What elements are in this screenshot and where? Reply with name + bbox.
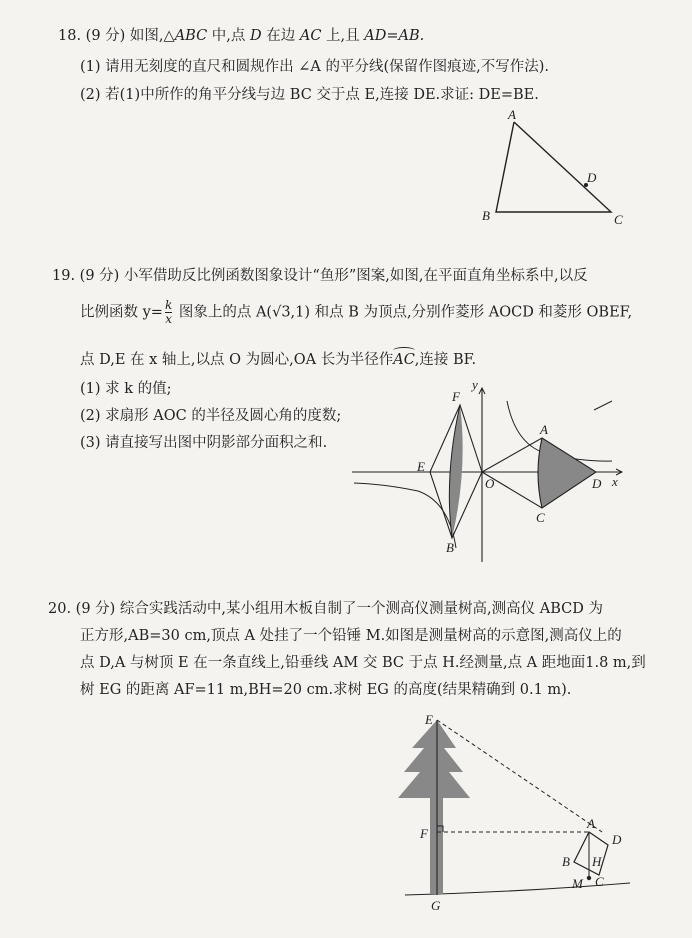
label-g: G <box>431 898 441 913</box>
label-d: D <box>592 476 602 491</box>
label-e: E <box>417 459 425 474</box>
label-c: C <box>614 212 623 227</box>
q19-part2: (2) 求扇形 AOC 的半径及圆心角的度数; <box>80 408 342 424</box>
q19-line2: 比例函数 y= $\frac{k}{x}$ 图象上的点 A(√3,1) 和点 B 为顶点,分别作菱形 AOCD 和菱形 OBEF, <box>80 298 633 326</box>
label-f: F <box>420 826 428 841</box>
label-y: y <box>472 377 478 392</box>
label-c: C <box>595 874 604 889</box>
q18-part1: (1) 请用无刻度的直尺和圆规作出 ∠A 的平分线(保留作图痕迹,不写作法). <box>80 59 550 75</box>
q20-line4: 树 EG 的距离 AF=11 m,BH=20 cm.求树 EG 的高度(结果精确到 0.1 m). <box>80 682 572 698</box>
q19-part1: (1) 求 k 的值; <box>80 381 172 397</box>
q20-line2: 正方形,AB=30 cm,顶点 A 处挂了一个铅锤 M.如图是测量树高的示意图,测高仪上的 <box>80 628 622 644</box>
label-a: A <box>540 422 548 437</box>
label-b: B <box>482 208 490 223</box>
q18-part2: (2) 若(1)中所作的角平分线与边 BC 交于点 E,连接 DE.求证: DE=BE. <box>80 87 539 103</box>
q19-part3: (3) 请直接写出图中阴影部分面积之和. <box>80 435 328 451</box>
line-ed <box>437 720 602 832</box>
label-a: A <box>508 107 516 122</box>
label-h: H <box>592 854 602 869</box>
label-x: x <box>612 474 618 489</box>
q20-line3: 点 D,A 与树顶 E 在一条直线上,铅垂线 AM 交 BC 于点 H.经测量,点 A 距地面1.8 m,到 <box>80 655 646 671</box>
q20-line1: 20. (9 分) 综合实践活动中,某小组用木板自制了一个测高仪测量树高,测高仪 ABCD 为 <box>48 601 603 617</box>
fraction-k-over-x: $\frac{k}{x}$ <box>164 298 173 326</box>
label-o: O <box>485 476 495 491</box>
label-d: D <box>612 832 622 847</box>
q18-title: 18. (9 分) 如图,△ABC 中,点 D 在边 AC 上,且 AD=AB. <box>58 28 425 44</box>
label-f: F <box>452 389 460 404</box>
label-d: D <box>587 170 597 185</box>
tree-crown <box>398 720 470 798</box>
label-a: A <box>587 816 595 831</box>
plumb-bob <box>587 876 591 880</box>
q19-line3: 点 D,E 在 x 轴上,以点 O 为圆心,OA 长为半径作AC,连接 BF. <box>80 352 477 368</box>
label-m: M <box>572 876 583 891</box>
label-e: E <box>425 712 433 727</box>
label-b: B <box>562 854 570 869</box>
q19-line1: 19. (9 分) 小军借助反比例函数图象设计“鱼形”图案,如图,在平面直角坐标系中,以反 <box>52 268 588 284</box>
label-b: B <box>446 540 454 555</box>
label-c: C <box>536 510 545 525</box>
square-abcd <box>574 832 608 875</box>
